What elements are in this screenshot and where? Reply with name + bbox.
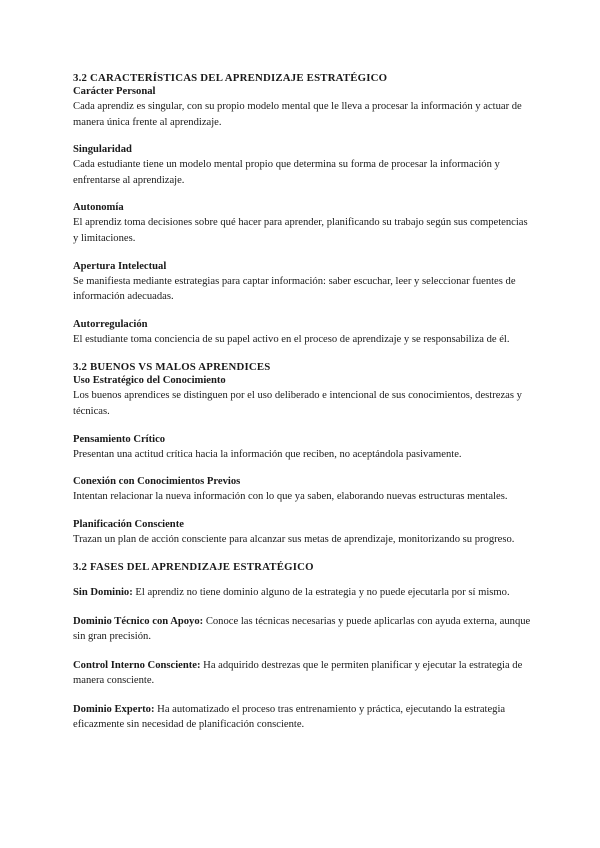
item-heading: Planificación Consciente (73, 518, 184, 530)
section-buenos-vs-malos (73, 360, 533, 547)
item-text: Presentan una actitud crítica hacia la información que reciben, no aceptándola pasivamente. (73, 448, 462, 460)
list-item (73, 658, 533, 689)
item-heading: Uso Estratégico del Conocimiento (73, 375, 226, 387)
item-text: Los buenos aprendices se distinguen por el uso deliberado e intencional de sus conocimientos, destrezas y técnicas. (73, 390, 522, 417)
item-text: Ha adquirido destrezas que le permiten planificar y ejecutar la estrategia de manera consciente. (73, 659, 523, 687)
item-text: El aprendiz toma decisiones sobre qué hacer para aprender, planificando su trabajo según sus competencias y limitaciones. (73, 217, 528, 244)
item-heading: Autonomía (73, 202, 124, 214)
list-item (73, 260, 533, 305)
item-heading: Singularidad (73, 144, 132, 156)
list-item (73, 585, 533, 601)
item-text: El aprendiz no tiene dominio alguno de la estrategia y no puede ejecutarla por sí mismo. (132, 586, 510, 598)
item-text: Conoce las técnicas necesarias y puede aplicarlas con ayuda externa, aunque sin gran precisión. (73, 615, 531, 643)
item-text: Cada estudiante tiene un modelo mental propio que determina su forma de procesar la información y enfrentarse al aprendizaje. (73, 159, 500, 186)
item-label: Sin Dominio: (73, 586, 133, 598)
item-heading: Carácter Personal (73, 86, 156, 97)
list-item (73, 475, 533, 505)
section-title: 3.2 CARACTERÍSTICAS DEL APRENDIZAJE ESTRATÉGICO (73, 72, 388, 84)
list-item (73, 85, 533, 130)
list-item (73, 374, 533, 419)
item-text: Trazan un plan de acción consciente para alcanzar sus metas de aprendizaje, monitorizando su progreso. (73, 533, 515, 545)
document-page (73, 71, 533, 746)
list-item (73, 702, 533, 733)
item-label: Dominio Experto: (73, 703, 155, 715)
list-item (73, 614, 533, 645)
item-text: Cada aprendiz es singular, con su propio modelo mental que le lleva a procesar la información y actuar de manera única frente al aprendizaje. (73, 101, 522, 128)
item-text: Intentan relacionar la nueva información con lo que ya saben, elaborando nuevas estructuras mentales. (73, 491, 508, 503)
item-text: Ha automatizado el proceso tras entrenamiento y práctica, ejecutando la estrategia eficazmente sin necesidad de planificación consciente. (73, 703, 506, 731)
item-heading: Conexión con Conocimientos Previos (73, 476, 241, 488)
section-title: 3.2 FASES DEL APRENDIZAJE ESTRATÉGICO (73, 561, 314, 574)
item-label: Control Interno Consciente: (73, 659, 201, 671)
list-item (73, 143, 533, 188)
section-caracteristicas (73, 71, 533, 347)
section-fases (73, 560, 533, 733)
item-heading: Apertura Intelectual (73, 260, 167, 272)
list-item (73, 318, 533, 348)
list-item (73, 201, 533, 246)
item-text: El estudiante toma conciencia de su papel activo en el proceso de aprendizaje y se responsabiliza de él. (73, 333, 510, 345)
list-item (73, 518, 533, 548)
section-title: 3.2 BUENOS VS MALOS APRENDICES (73, 361, 271, 374)
list-item (73, 433, 533, 463)
item-heading: Autorregulación (73, 318, 148, 330)
item-heading: Pensamiento Crítico (73, 433, 166, 445)
item-label: Dominio Técnico con Apoyo: (73, 615, 204, 627)
item-text: Se manifiesta mediante estrategias para captar información: saber escuchar, leer y seleccionar fuentes de información adecuadas. (73, 275, 516, 303)
